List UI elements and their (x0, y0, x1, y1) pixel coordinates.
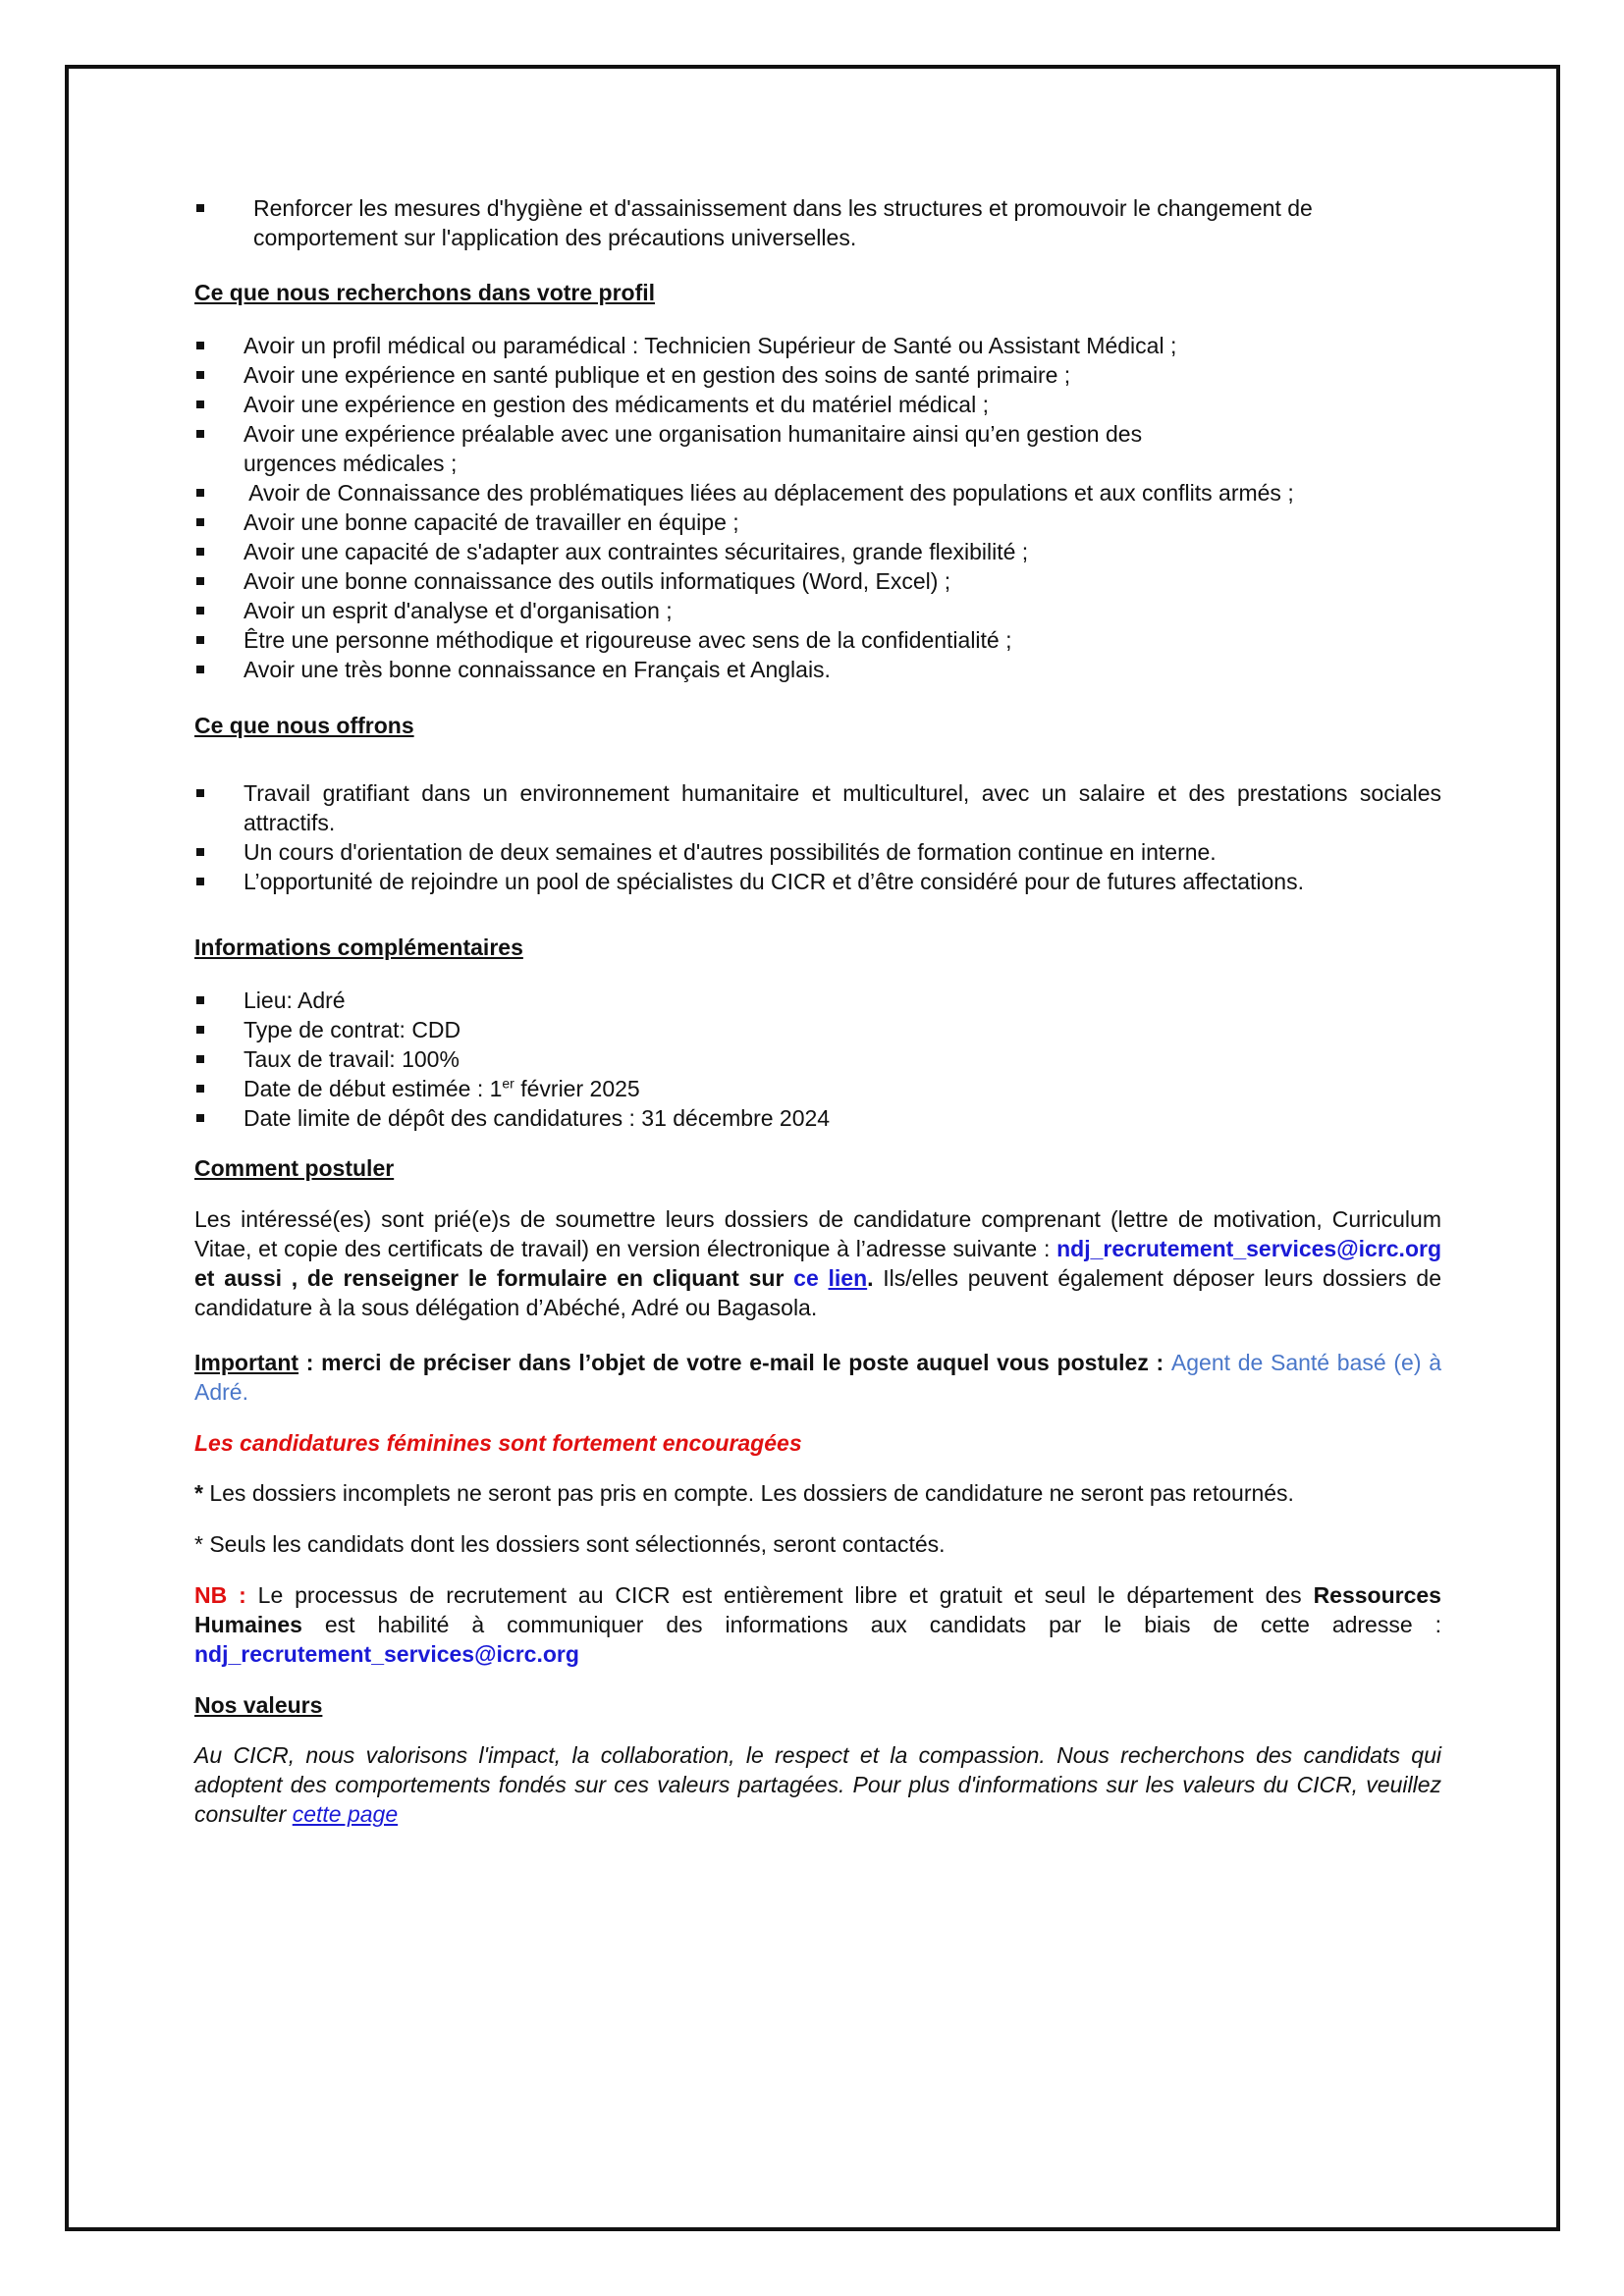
apply-period: . (867, 1265, 884, 1291)
nb-paragraph (194, 1580, 1441, 1669)
apply-heading: Comment postuler (194, 1155, 395, 1181)
profile-list (194, 331, 1441, 684)
values-text: Au CICR, nous valorisons l'impact, la collaboration, le respect et la compassion. Nous recherchons des candidats qui adoptent des comportements fondés sur ces valeurs partagées. Pour plus d'informations sur les valeurs du CICR, veuillez consulter (194, 1742, 1441, 1827)
nb-text: Le processus de recrutement au CICR est entièrement libre et gratuit et seul le département des (245, 1582, 1314, 1608)
offer-heading: Ce que nous offrons (194, 713, 414, 738)
values-heading: Nos valeurs (194, 1692, 323, 1718)
list-item: Avoir une bonne capacité de travailler en équipe ; (194, 507, 1441, 537)
email-link[interactable]: ndj_recrutement_services@icrc.org (194, 1641, 579, 1667)
list-item: Avoir un esprit d'analyse et d'organisation ; (194, 596, 1441, 625)
list-item: Avoir une bonne connaissance des outils informatiques (Word, Excel) ; (194, 566, 1441, 596)
nb-label: NB : (194, 1582, 246, 1608)
info-list (194, 986, 1441, 1133)
list-item: Avoir une expérience en santé publique et en gestion des soins de santé primaire ; (194, 360, 1441, 390)
start-date-sup: er (502, 1075, 514, 1092)
start-date-suffix: février 2025 (514, 1076, 640, 1101)
list-item: Renforcer les mesures d'hygiène et d'assainissement dans les structures et promouvoir le changement de comportement sur l'application des précautions universelles. (194, 193, 1441, 252)
email-link[interactable]: ndj_recrutement_services@icrc.org (1056, 1236, 1441, 1261)
info-start-date (194, 1074, 1441, 1103)
list-item: Être une personne méthodique et rigoureuse avec sens de la confidentialité ; (194, 625, 1441, 655)
list-item: Travail gratifiant dans un environnement humanitaire et multiculturel, avec un salaire et des prestations sociales attractifs. (194, 778, 1441, 837)
list-item: Avoir une expérience en gestion des médicaments et du matériel médical ; (194, 390, 1441, 419)
list-item: Avoir une expérience préalable avec une organisation humanitaire ainsi qu’en gestion des urgences médicales ; (194, 419, 1441, 478)
info-heading: Informations complémentaires (194, 934, 523, 960)
incomplete-note-text: Les dossiers incomplets ne seront pas pris en compte. Les dossiers de candidature ne seront pas retournés. (202, 1480, 1294, 1506)
selected-note: * Seuls les candidats dont les dossiers sont sélectionnés, seront contactés. (194, 1531, 946, 1557)
important-text: : merci de préciser dans l’objet de votre e-mail le poste auquel vous postulez : (298, 1350, 1171, 1375)
link-ce[interactable]: ce (793, 1265, 819, 1291)
position-title: Agent de Santé basé (e) à Adré. (194, 1350, 1441, 1405)
apply-text-bold: et aussi , de renseigner le formulaire en cliquant sur (194, 1265, 794, 1291)
info-location: Lieu: Adré (194, 986, 1441, 1015)
info-contract: Type de contrat: CDD (194, 1015, 1441, 1044)
link-lien[interactable]: lien (828, 1265, 868, 1291)
list-item: Un cours d'orientation de deux semaines et d'autres possibilités de formation continue en interne. (194, 837, 1441, 867)
list-item: L’opportunité de rejoindre un pool de spécialistes du CICR et d’être considéré pour de futures affectations. (194, 867, 1441, 896)
offer-list (194, 778, 1441, 896)
info-rate: Taux de travail: 100% (194, 1044, 1441, 1074)
list-item: Avoir une capacité de s'adapter aux contraintes sécuritaires, grande flexibilité ; (194, 537, 1441, 566)
start-date-prefix: Date de début estimée : 1 (244, 1076, 503, 1101)
nb-bold: Ressources Humaines (194, 1582, 1441, 1637)
values-paragraph (194, 1740, 1441, 1829)
important-paragraph (194, 1348, 1441, 1407)
incomplete-note (194, 1478, 1441, 1508)
list-item: Avoir un profil médical ou paramédical : Technicien Supérieur de Santé ou Assistant Médical ; (194, 331, 1441, 360)
profile-heading: Ce que nous recherchons dans votre profil (194, 280, 656, 305)
women-encouraged-note: Les candidatures féminines sont fortement encouragées (194, 1430, 802, 1456)
intro-list (194, 193, 1441, 252)
list-item: Avoir de Connaissance des problématiques liées au déplacement des populations et aux conflits armés ; (194, 478, 1441, 507)
apply-paragraph (194, 1204, 1441, 1322)
note-star: * (194, 1480, 203, 1506)
list-item: Avoir une très bonne connaissance en Français et Anglais. (194, 655, 1441, 684)
important-label: Important (194, 1350, 299, 1375)
info-deadline: Date limite de dépôt des candidatures : 31 décembre 2024 (194, 1103, 1441, 1133)
apply-text: Les intéressé(es) sont prié(e)s de soumettre leurs dossiers de candidature comprenant (lettre de motivation, Curriculum Vitae, et copie des certificats de travail) en version électronique à l’adresse suivante : (194, 1206, 1441, 1261)
apply-text-end: Ils/elles peuvent également déposer leurs dossiers de candidature à la sous délégation d’Abéché, Adré ou Bagasola. (194, 1265, 1441, 1320)
document-body (194, 193, 1441, 1829)
values-page-link[interactable]: cette page (292, 1801, 399, 1827)
nb-text-2: est habilité à communiquer des informations aux candidats par le biais de cette adresse : (301, 1612, 1441, 1637)
